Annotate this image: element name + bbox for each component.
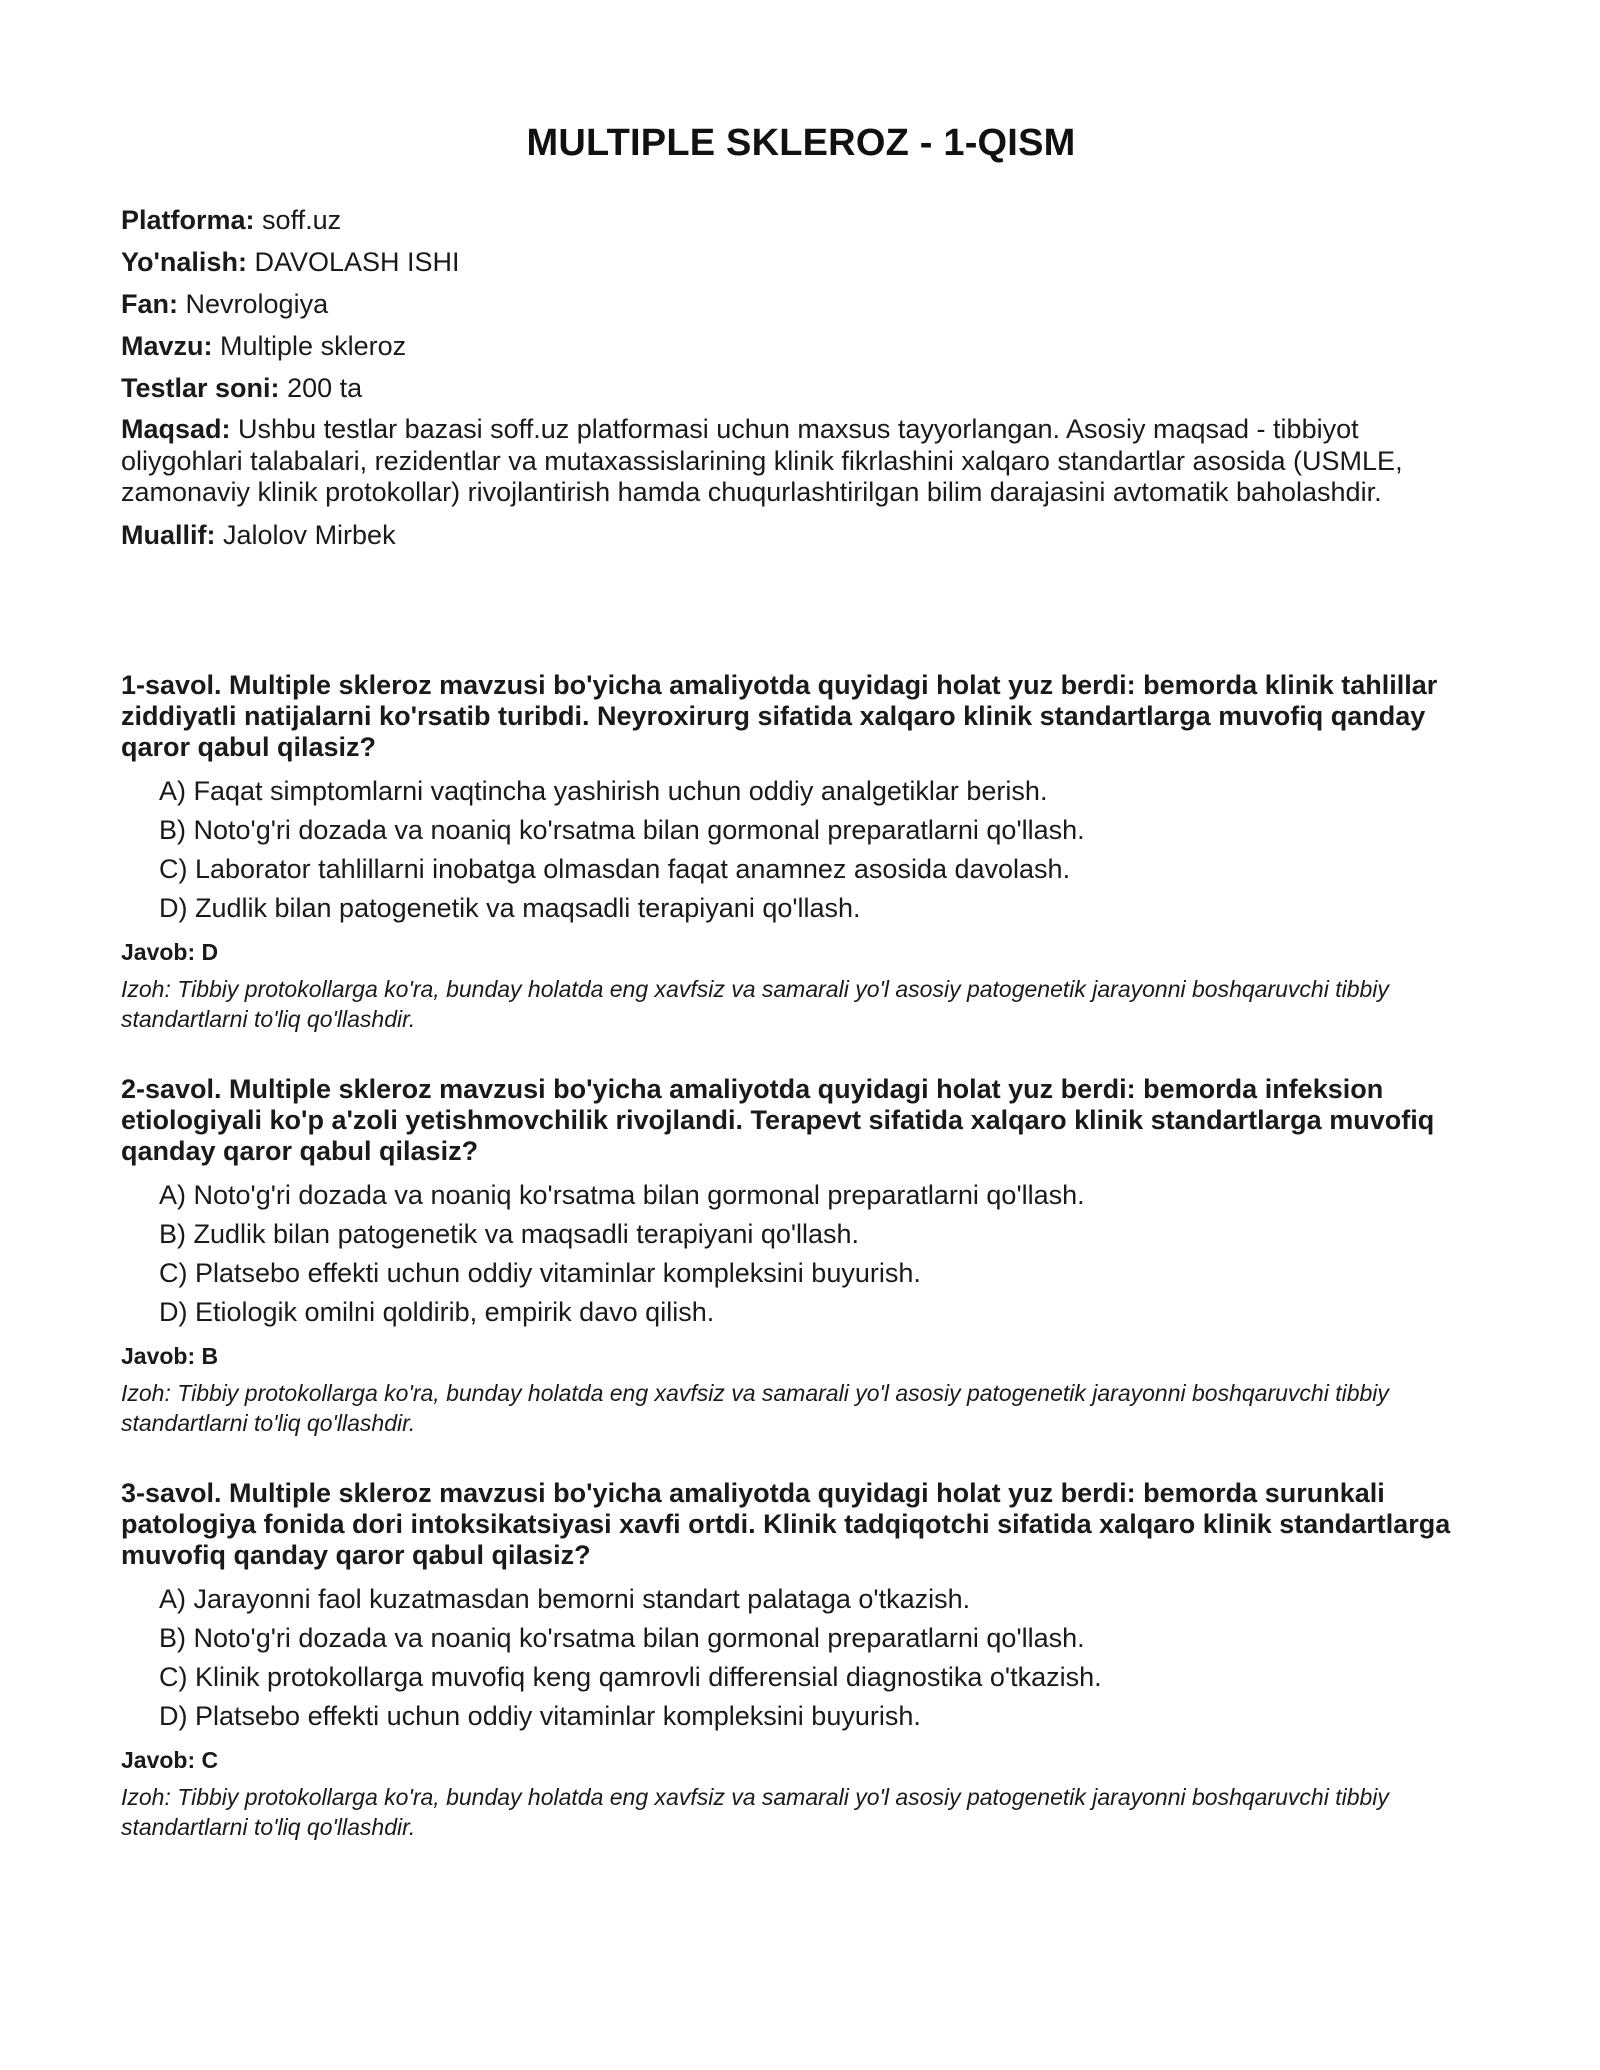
option-d: D) Etiologik omilni qoldirib, empirik davo qilish.	[159, 1297, 715, 1327]
meta-key: Muallif:	[121, 519, 216, 550]
option-c: C) Platsebo effekti uchun oddiy vitaminlar kompleksini buyurish.	[159, 1258, 921, 1288]
option-b: B) Noto'g'ri dozada va noaniq ko'rsatma bilan gormonal preparatlarni qo'llash.	[159, 815, 1085, 845]
meta-muallif	[121, 519, 1461, 551]
answer-label: Javob: B	[121, 1343, 219, 1369]
meta-value: Nevrologiya	[185, 289, 329, 319]
meta-key: Mavzu:	[121, 331, 213, 361]
meta-key: Fan:	[121, 289, 178, 319]
meta-testlar-soni	[121, 372, 1461, 404]
option-b: B) Zudlik bilan patogenetik va maqsadli terapiyani qo'llash.	[159, 1219, 860, 1249]
meta-key: Testlar soni:	[121, 373, 280, 403]
option-a: A) Faqat simptomlarni vaqtincha yashirish uchun oddiy analgetiklar berish.	[159, 776, 1048, 806]
meta-value: DAVOLASH ISHI	[254, 247, 460, 277]
question-text: 2-savol. Multiple skleroz mavzusi bo'yicha amaliyotda quyidagi holat yuz berdi: bemorda infeksion etiologiyali ko'p a'zoli yetishmovchilik rivojlandi. Terapevt sifatida xalqaro klinik standartlarga muvofiq qanday qaror qabul qilasiz?	[121, 1074, 1435, 1166]
question-block	[121, 670, 1481, 1034]
option-d: D) Platsebo effekti uchun oddiy vitaminlar kompleksini buyurish.	[159, 1701, 921, 1731]
meta-fan	[121, 288, 1461, 320]
meta-section	[121, 204, 1461, 561]
question-block	[121, 1074, 1481, 1438]
option-c: C) Klinik protokollarga muvofiq keng qamrovli differensial diagnostika o'tkazish.	[159, 1662, 1102, 1692]
questions-section	[121, 670, 1481, 1882]
meta-value: Ushbu testlar bazasi soff.uz platformasi uchun maxsus tayyorlangan. Asosiy maqsad - tibbiyot oliygohlari talabalari, rezidentlar va mutaxassislarining klinik fikrlashini xalqaro standartlar asosida (USMLE, zamonaviy klinik protokollar) rivojlantirish hamda chuqurlashtirilgan bilim darajasini avtomatik baholashdir.	[121, 414, 1403, 507]
question-block	[121, 1478, 1481, 1842]
meta-maqsad	[121, 414, 1461, 509]
meta-value: Jalolov Mirbek	[223, 519, 396, 550]
document-title: MULTIPLE SKLEROZ - 1-QISM	[526, 122, 1076, 164]
option-c: C) Laborator tahlillarni inobatga olmasdan faqat anamnez asosida davolash.	[159, 854, 1071, 884]
meta-value: Multiple skleroz	[220, 331, 407, 361]
explanation: Izoh: Tibbiy protokollarga ko'ra, bunday holatda eng xavfsiz va samarali yo'l asosiy patogenetik jarayonni boshqaruvchi tibbiy standartlarni to'liq qo'llashdir.	[121, 976, 1389, 1032]
option-b: B) Noto'g'ri dozada va noaniq ko'rsatma bilan gormonal preparatlarni qo'llash.	[159, 1623, 1085, 1653]
explanation: Izoh: Tibbiy protokollarga ko'ra, bunday holatda eng xavfsiz va samarali yo'l asosiy patogenetik jarayonni boshqaruvchi tibbiy standartlarni to'liq qo'llashdir.	[121, 1380, 1389, 1436]
meta-key: Platforma:	[121, 205, 255, 235]
option-a: A) Jarayonni faol kuzatmasdan bemorni standart palataga o'tkazish.	[159, 1584, 971, 1614]
answer-label: Javob: C	[121, 1747, 219, 1773]
answer-label: Javob: D	[121, 939, 219, 965]
option-a: A) Noto'g'ri dozada va noaniq ko'rsatma bilan gormonal preparatlarni qo'llash.	[159, 1180, 1085, 1210]
question-text: 3-savol. Multiple skleroz mavzusi bo'yicha amaliyotda quyidagi holat yuz berdi: bemorda surunkali patologiya fonida dori intoksikatsiyasi xavfi ortdi. Klinik tadqiqotchi sifatida xalqaro klinik standartlarga muvofiq qanday qaror qabul qilasiz?	[121, 1478, 1451, 1570]
explanation: Izoh: Tibbiy protokollarga ko'ra, bunday holatda eng xavfsiz va samarali yo'l asosiy patogenetik jarayonni boshqaruvchi tibbiy standartlarni to'liq qo'llashdir.	[121, 1784, 1389, 1840]
meta-mavzu	[121, 330, 1461, 362]
meta-yonalish	[121, 246, 1461, 278]
meta-platforma	[121, 204, 1461, 236]
meta-value: 200 ta	[287, 373, 363, 403]
meta-key: Maqsad:	[121, 414, 231, 444]
meta-key: Yo'nalish:	[121, 247, 247, 277]
meta-value: soff.uz	[262, 205, 342, 235]
option-d: D) Zudlik bilan patogenetik va maqsadli terapiyani qo'llash.	[159, 893, 861, 923]
question-text: 1-savol. Multiple skleroz mavzusi bo'yicha amaliyotda quyidagi holat yuz berdi: bemorda klinik tahlillar ziddiyatli natijalarni ko'rsatib turibdi. Neyroxirurg sifatida xalqaro klinik standartlarga muvofiq qanday qaror qabul qilasiz?	[121, 670, 1438, 762]
